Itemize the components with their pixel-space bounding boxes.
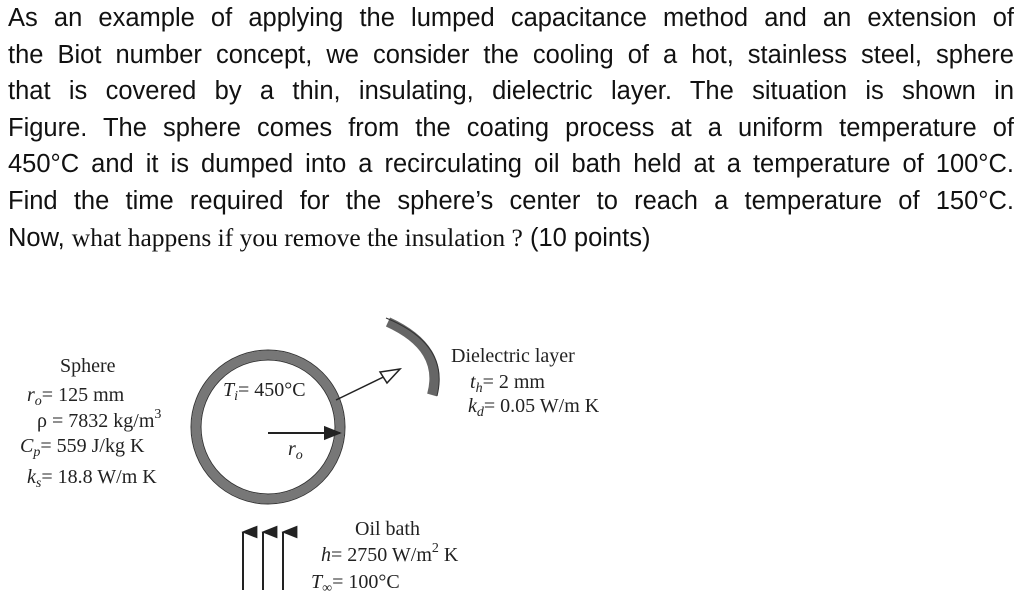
problem-line-2: the Biot number concept, we consider the cooling of a hot, stainless steel, sphere [8,40,1014,69]
problem-line-3: that is covered by a thin, insulating, dielectric layer. The situation is shown in [8,77,1014,106]
dielectric-thickness-label [470,371,545,396]
sphere-ks-label [27,466,157,491]
sphere-density-value: ρ = 7832 kg/m [37,410,155,432]
oil-bath-h-symbol: h [321,544,331,566]
dielectric-thickness-symbol: t [470,371,476,393]
oil-bath-h-exponent: 2 [431,541,439,556]
sphere-heading: Sphere [60,355,116,377]
sphere-ks-subscript: s [35,476,42,491]
sphere-radius-value: = 125 mm [41,384,125,406]
dielectric-conductivity-value: = 0.05 W/m K [483,395,600,417]
dielectric-thickness-subscript: h [475,381,483,396]
radius-label [288,438,303,463]
problem-line-7-serif: what happens if you remove the insulation ? [71,222,523,252]
initial-temp-symbol: T [223,379,235,401]
oil-bath-tinf-subscript: ∞ [322,581,333,596]
sphere-shell [196,355,340,499]
problem-line-6: Find the time required for the sphere’s center to reach a temperature of 150°C. [8,186,1014,215]
sphere-radius-subscript: o [34,394,42,409]
dielectric-heading: Dielectric layer [451,345,575,367]
initial-temp-value: = 450°C [238,379,306,401]
sphere-cp-subscript: p [33,445,41,460]
dielectric-conductivity-label [468,395,600,420]
sphere-density-exponent: 3 [154,407,162,422]
dielectric-layer-arc [388,322,434,395]
dielectric-conductivity-symbol: k [468,395,477,417]
sphere-cp-value: = 559 J/kg K [40,435,145,457]
dielectric-thickness-value: = 2 mm [482,371,545,393]
oil-bath-heading: Oil bath [355,518,420,540]
oil-bath-h-label [321,541,459,566]
radius-label-symbol: r [288,438,296,460]
oil-bath-h-unit: K [438,544,459,566]
problem-line-5: 450°C and it is dumped into a recirculating oil bath held at a temperature of 100°C. [8,150,1014,179]
radius-label-subscript: o [295,448,303,463]
sphere-radius-symbol: r [27,384,35,406]
sphere-ks-symbol: k [27,466,36,488]
dielectric-conductivity-subscript: d [476,405,484,420]
oil-bath-tinf-label [311,571,400,596]
dielectric-pointer-arrowhead [380,369,400,383]
problem-line-1: As an example of applying the lumped capacitance method and an extension of [8,4,1014,32]
sphere-density-label [37,407,161,432]
sphere-cp-symbol: C [20,435,34,457]
problem-line-7-suffix: (10 points) [522,223,651,252]
sphere-cp-label [20,435,145,460]
problem-line-7-prefix: Now, [8,223,72,252]
oil-bath-tinf-symbol: T [311,571,323,593]
sphere-ks-value: = 18.8 W/m K [41,466,157,488]
sphere-radius-label [27,384,125,409]
initial-temp-label [223,379,306,404]
initial-temp-subscript: i [234,389,239,404]
problem-line-4: Figure. The sphere comes from the coating process at a uniform temperature of [8,113,1014,142]
oil-bath-tinf-value: = 100°C [332,571,400,593]
oil-bath-h-value: = 2750 W/m [331,544,432,566]
